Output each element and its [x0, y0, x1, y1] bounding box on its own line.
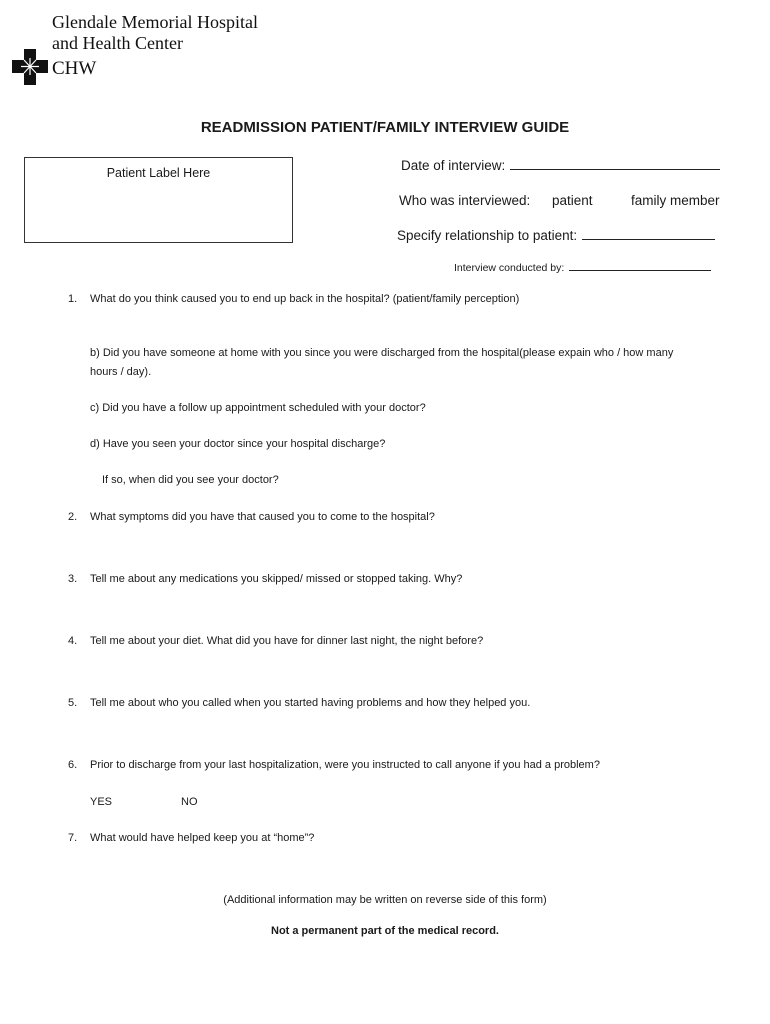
who-interviewed-field: [399, 193, 530, 208]
question-1-number: 1.: [68, 293, 78, 305]
option-no[interactable]: NO: [181, 796, 198, 808]
conducted-by-field[interactable]: [454, 262, 711, 274]
relationship-input-line[interactable]: [582, 238, 715, 240]
option-patient[interactable]: patient: [552, 193, 593, 208]
brand-chw: CHW: [52, 58, 97, 79]
document-title: READMISSION PATIENT/FAMILY INTERVIEW GUIDE: [200, 119, 570, 136]
question-1d-followup: If so, when did you see your doctor?: [102, 474, 279, 486]
question-1b-line2: hours / day).: [90, 366, 152, 378]
hospital-logo: [10, 12, 280, 90]
record-disclaimer: Not a permanent part of the medical record.: [271, 925, 499, 937]
relationship-label: Specify relationship to patient:: [397, 228, 578, 243]
question-7-number: 7.: [68, 832, 78, 844]
question-6-number: 6.: [68, 759, 78, 771]
question-5-number: 5.: [68, 697, 78, 709]
relationship-field[interactable]: [397, 228, 715, 243]
question-1c: c) Did you have a follow up appointment scheduled with your doctor?: [90, 402, 426, 414]
question-2-number: 2.: [68, 511, 78, 523]
question-3: Tell me about any medications you skipped/ missed or stopped taking. Why?: [90, 573, 463, 585]
question-4: Tell me about your diet. What did you have for dinner last night, the night before?: [90, 635, 484, 647]
question-6: Prior to discharge from your last hospitalization, were you instructed to call anyone if you had a problem?: [90, 759, 600, 771]
additional-info-note: (Additional information may be written on reverse side of this form): [223, 894, 547, 906]
date-label: Date of interview:: [401, 158, 506, 173]
question-1b-line1: b) Did you have someone at home with you since you were discharged from the hospital(please expain who / how many: [90, 347, 674, 359]
hospital-name-line2: and Health Center: [52, 33, 183, 53]
question-2: What symptoms did you have that caused you to come to the hospital?: [90, 511, 435, 523]
conducted-by-input-line[interactable]: [569, 269, 711, 271]
date-of-interview-field[interactable]: [401, 158, 720, 173]
option-family-member[interactable]: family member: [631, 193, 720, 208]
question-1: What do you think caused you to end up back in the hospital? (patient/family perception): [90, 293, 520, 305]
question-4-number: 4.: [68, 635, 78, 647]
option-yes[interactable]: YES: [90, 796, 113, 808]
cross-star-icon: [10, 49, 50, 85]
hospital-name-line1: Glendale Memorial Hospital: [52, 12, 258, 32]
question-7: What would have helped keep you at “home”?: [90, 832, 315, 844]
patient-label-box: [24, 157, 293, 243]
date-input-line[interactable]: [510, 168, 720, 170]
question-5: Tell me about who you called when you started having problems and how they helped you.: [90, 697, 531, 709]
conducted-by-label: Interview conducted by:: [454, 262, 565, 274]
question-3-number: 3.: [68, 573, 78, 585]
patient-label-text: Patient Label Here: [106, 166, 211, 180]
question-1d: d) Have you seen your doctor since your hospital discharge?: [90, 438, 386, 450]
who-label: Who was interviewed:: [399, 193, 531, 208]
